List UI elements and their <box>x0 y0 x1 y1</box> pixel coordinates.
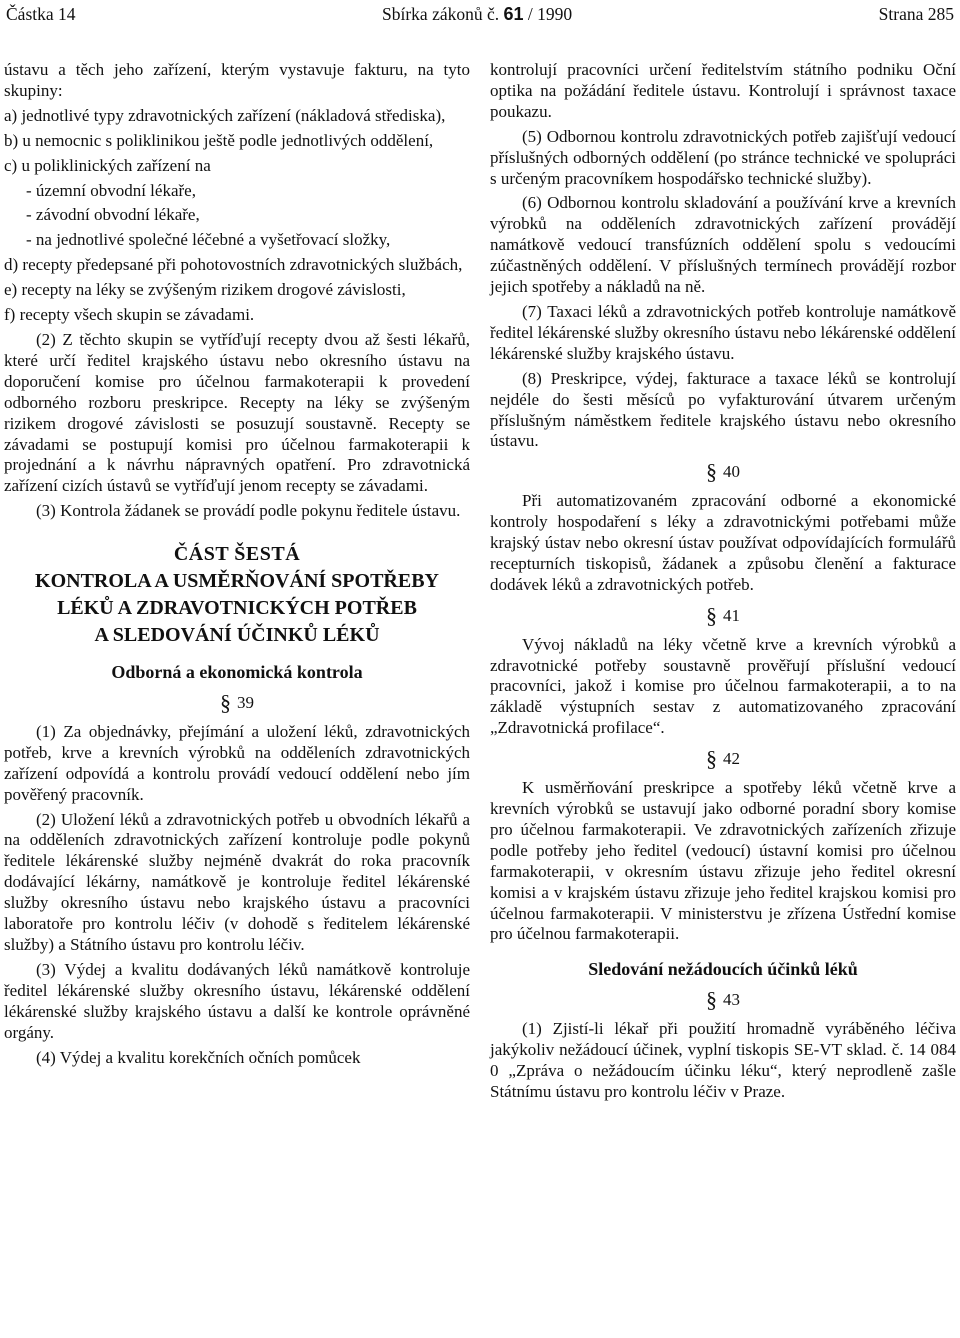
section-symbol-icon: § <box>706 987 717 1013</box>
list-subitem-c1: - územní obvodní lékaře, <box>26 180 196 200</box>
section-43-heading: § 43 <box>706 987 740 1013</box>
section-40-text: Při automatizovaném zpracování odborné a ekonomické kontroly hospodaření s léky a zdravotnickými potřebami může krajský ústav nebo okresní ústav používat odpovídajících formulářů recepturních tiskopisů, žádanek a způsobu členění a fakturace dodávek léků a zdravotnických potřeb. <box>490 491 956 594</box>
page-header <box>4 4 956 32</box>
part-title-line-3: A SLEDOVÁNÍ ÚČINKŮ LÉKŮ <box>94 624 380 647</box>
list-item-c: c) u poliklinických zařízení na <box>4 155 211 175</box>
list-item-f: f) recepty všech skupin se závadami. <box>4 305 255 325</box>
part-title-line-2: LÉKŮ A ZDRAVOTNICKÝCH POTŘEB <box>57 597 417 620</box>
two-column-body <box>4 60 956 1107</box>
left-column <box>4 60 470 1107</box>
section-42-heading: § 42 <box>706 746 740 772</box>
paragraph-7: (7) Taxaci léků a zdravotnických potřeb kontroluje namátkově ředitel lékárenské služby okresního ústavu nebo lékárenské oddělení lékárenské služby krajského ústavu. <box>490 301 956 363</box>
paragraph-3: (3) Kontrola žádanek se provádí podle pokynu ředitele ústavu. <box>36 501 461 521</box>
section-40-heading: § 40 <box>706 459 740 485</box>
header-page-number: Strana 285 <box>878 4 954 24</box>
paragraph-5: (5) Odbornou kontrolu zdravotnických potřeb zajišťují vedoucí příslušných odborných oddělení (po stránce technické ve spolupráci s určeným pracovníkem hospodářsko technické služby). <box>490 126 956 188</box>
list-item-b: b) u nemocnic s poliklinikou ještě podle jednotlivých oddělení, <box>4 130 434 150</box>
part-title-line-1: KONTROLA A USMĚRŇOVÁNÍ SPOTŘEBY <box>35 570 439 593</box>
subheading-control: Odborná a ekonomická kontrola <box>111 662 363 683</box>
section-symbol-icon: § <box>706 602 717 628</box>
section-41-text: Vývoj nákladů na léky včetně krve a krevních výrobků a zdravotnické potřeby soustavně prověřují příslušní vedoucí pracovníci, jakož i komise pro účelnou farmakoterapii, a to na základě výstupních sestav z automatizovaného zpracování „Zdravotnická profilace“. <box>490 634 956 738</box>
subheading-side-effects: Sledování nežádoucích účinků léků <box>588 959 858 980</box>
list-subitem-c3: - na jednotlivé společné léčebné a vyšetřovací složky, <box>26 230 391 250</box>
paragraph-2: (2) Z těchto skupin se vytříďují recepty dvou až šesti lékařů, které určí ředitel krajského ústavu nebo okresního ústavu na doporučení komise pro účelnou farmakoterapii k provedení odborného rozboru preskripce. Recepty na léky se zvýšeným rizikem drogové závislosti se posuzují soustavně. Recepty se závadami se postupují komisi pro účelnou farmakoterapii k projednání a k návrhu nápravných opatření. Pro zdravotnická zařízení cizích ústavů se vytříďují jenom recepty se závadami. <box>4 329 470 496</box>
section-39-heading: § 39 <box>220 690 254 716</box>
list-subitem-c2: - závodní obvodní lékaře, <box>26 205 200 225</box>
section-39-paragraph-2: (2) Uložení léků a zdravotnických potřeb u obvodních lékařů a na odděleních zdravotnických zařízení kontroluje podle pokynů ředitele lékárenské služby nejméně dvakrát do roka pracovník dodávající lékárny, namátkově je kontroluje ředitel lékárenské služby okresního ústavu nebo krajského ústavu a pracovníci laboratoře pro kontrolu léčiv (v dohodě s ředitelem lékárenské služby) a Státního ústavu pro kontrolu léčiv. <box>4 809 470 954</box>
section-39-paragraph-4: (4) Výdej a kvalitu korekčních očních pomůcek <box>36 1047 361 1067</box>
section-43-text: (1) Zjistí-li lékař při použití hromadně vyráběného léčiva jakýkoliv nežádoucí účinek, vyplní tiskopis SE-VT sklad. č. 14 084 0 „Zpráva o nežádoucím účinku léku“, který neprodleně zašle Státnímu ústavu pro kontrolu léčiv v Praze. <box>490 1019 956 1101</box>
paragraph-8: (8) Preskripce, výdej, fakturace a taxace léků se kontrolují nejdéle do šesti měsíců po vyfakturování útvarem určeným příslušným náměstkem ředitele krajského ústavu nebo okresního ústavu. <box>490 368 956 451</box>
header-issue-number: 61 <box>503 4 524 24</box>
header-part-number: Částka 14 <box>6 4 76 24</box>
intro-text: ústavu a těch jeho zařízení, kterým vystavuje fakturu, na tyto skupiny: <box>4 60 470 100</box>
list-item-d: d) recepty předepsané při pohotovostních zdravotnických službách, <box>4 255 463 275</box>
list-item-e: e) recepty na léky se zvýšeným rizikem drogové závislosti, <box>4 280 406 300</box>
section-39-paragraph-1: (1) Za objednávky, přejímání a uložení léků, zdravotnických potřeb, krve a krevních výrobků na odděleních zdravotnických zařízení odpovídá a kontrolu provádí vedoucí oddělení nebo jím pověřený pracovník. <box>4 721 470 804</box>
header-collection: Sbírka zákonů č. 61 / 1990 <box>382 4 573 24</box>
list-item-a: a) jednotlivé typy zdravotnických zařízení (nákladová střediska), <box>4 105 446 125</box>
section-39-paragraph-3: (3) Výdej a kvalitu dodávaných léků namátkově kontroluje ředitel lékárenské služby okresního ústavu, lékárenské oddělení lékárenské služby krajského ústavu a další ke kontrole oprávněné orgány. <box>4 959 470 1042</box>
part-heading: ČÁST ŠESTÁ <box>173 543 301 566</box>
section-symbol-icon: § <box>220 690 231 716</box>
section-symbol-icon: § <box>706 746 717 772</box>
section-42-text: K usměrňování preskripce a spotřeby léků včetně krve a krevních výrobků se ustavují jako odborné poradní sbory komise pro účelnou farmakoterapii. Ve zdravotnických zařízeních zřizuje podle potřeby jeho ředitel (vedoucí) ústavní komisi pro účelnou farmakoterapii, v okresním ústavu zřizuje jeho ředitel okresní komisi a v krajském ústavu zřizuje jeho ředitel krajskou komisi pro účelnou farmakoterapii. V ministerstvu je zřízena Ústřední komise pro účelnou farmakoterapii. <box>490 778 956 944</box>
paragraph-6: (6) Odbornou kontrolu skladování a používání krve a krevních výrobků na odděleních zdravotnických zařízení provádějí namátkově vedoucí transfúzních oddělení spolu s vedoucími zúčastněných oddělení. V příslušných termínech provádějí rozbor jejich spotřeby a nákladů na ně. <box>490 193 956 297</box>
section-41-heading: § 41 <box>706 602 740 628</box>
right-column <box>490 60 956 1107</box>
continued-text: kontrolují pracovníci určení ředitelstvím státního podniku Oční optika na požádání ředitele ústavu. Kontrolují i správnost taxace poukazu. <box>490 60 956 121</box>
section-symbol-icon: § <box>706 459 717 485</box>
